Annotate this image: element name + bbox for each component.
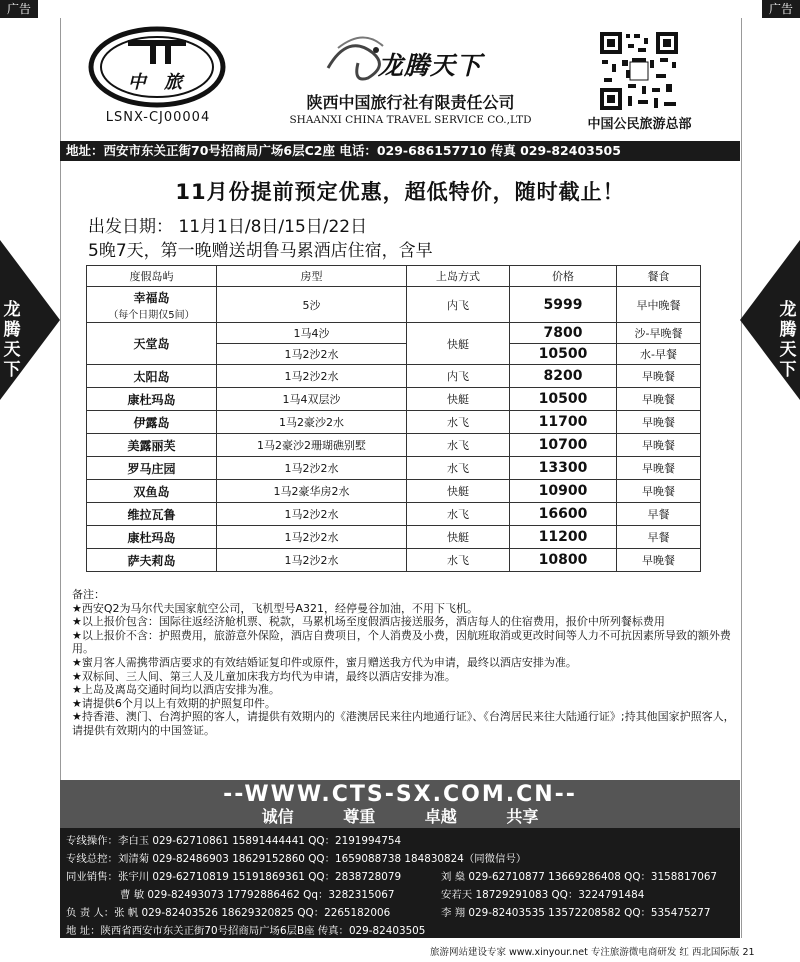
transport-cell: 内飞	[407, 365, 510, 388]
room-cell: 1马2沙2水	[217, 344, 407, 365]
island-cell: 罗马庄园	[87, 457, 217, 480]
slogan: 诚信	[261, 807, 294, 826]
note-line: ★西安Q2为马尔代夫国家航空公司，飞机型号A321，经停曼谷加油，不用下飞机。	[72, 601, 479, 615]
col-header-island: 度假岛屿	[87, 266, 217, 287]
meal-cell: 早餐	[617, 526, 701, 549]
price-cell: 16600	[510, 503, 617, 526]
note-line: ★蜜月客人需携带酒店要求的有效结婚证复印件或原件，蜜月赠送我方代为申请，最终以酒店安排为准。	[72, 655, 577, 669]
meal-cell: 早晚餐	[617, 434, 701, 457]
page-footer: 旅游网站建设专家 www.xinyour.net 专注旅游微电商研发 红 西北国际版 21	[430, 947, 755, 958]
table-row	[87, 365, 701, 388]
notes-section	[72, 588, 736, 738]
island-cell: 康杜玛岛	[87, 526, 217, 549]
note-line: ★上岛及离岛交通时间均以酒店安排为准。	[72, 683, 280, 697]
note-line: ★双标间、三人间、第三人及儿童加床我方均代为申请，最终以酒店安排为准。	[72, 669, 456, 683]
meal-cell: 早晚餐	[617, 457, 701, 480]
contact-line: 同业销售：张宇川 029-62710819 15191869361 QQ：2838728079	[66, 871, 402, 883]
contacts-panel	[60, 828, 740, 938]
table-row	[87, 457, 701, 480]
col-header-meal: 餐食	[617, 266, 701, 287]
table-row	[87, 480, 701, 503]
room-cell: 1马2沙2水	[217, 457, 407, 480]
note-line: ★以上报价不含：护照费用，旅游意外保险，酒店自费项目，个人消费及小费，因航班取消或更改时间等人力不可抗因素所导致的额外费用。	[72, 628, 731, 656]
price-cell: 13300	[510, 457, 617, 480]
table-row	[87, 411, 701, 434]
hq-label: 中国公民旅游总部	[587, 117, 692, 132]
room-cell: 1马2豪沙2水	[217, 411, 407, 434]
table-row	[87, 287, 701, 323]
meal-cell: 早晚餐	[617, 411, 701, 434]
contact-line: 地 址：陕西省西安市东关正街70号招商局广场6层B座 传真：029-82403505	[66, 925, 426, 937]
contact-line: 专线总控：刘清菊 029-82486903 18629152860 QQ：1659088738 184830824（同微信号）	[66, 853, 527, 865]
col-header-transport: 上岛方式	[407, 266, 510, 287]
island-cell: 天堂岛	[87, 323, 217, 365]
island-cell: 伊露岛	[87, 411, 217, 434]
price-cell: 10700	[510, 434, 617, 457]
slogans	[60, 808, 740, 826]
table-header-row	[87, 266, 701, 287]
meal-cell: 早晚餐	[617, 388, 701, 411]
side-text-right: 龙 腾 天 下	[779, 300, 797, 380]
transport-cell: 快艇	[407, 526, 510, 549]
transport-cell: 水飞	[407, 411, 510, 434]
meal-cell: 沙-早晚餐	[617, 323, 701, 344]
contact-line: 刘 燊 029-62710877 13669286408 QQ：3158817067	[441, 871, 718, 883]
price-table	[86, 265, 701, 572]
room-cell: 1马4双层沙	[217, 388, 407, 411]
island-cell: 康杜玛岛	[87, 388, 217, 411]
room-cell: 1马2豪沙2珊瑚礁别墅	[217, 434, 407, 457]
note-line: ★请提供6个月以上有效期的护照复印件。	[72, 696, 276, 710]
table-row	[87, 323, 701, 344]
island-cell: 太阳岛	[87, 365, 217, 388]
slogan: 共享	[506, 807, 539, 826]
island-cell: 双鱼岛	[87, 480, 217, 503]
contact-line: 专线操作：李白玉 029-62710861 15891444441 QQ：2191994754	[66, 835, 402, 847]
meal-cell: 水-早餐	[617, 344, 701, 365]
ad-tag-left: 广告	[0, 0, 38, 18]
table-row	[87, 549, 701, 572]
meal-cell: 早晚餐	[617, 549, 701, 572]
price-cell: 7800	[510, 323, 617, 344]
contact-line: 负 责 人：张 帆 029-82403526 18629320825 QQ：2265182006	[66, 907, 391, 919]
price-cell: 10900	[510, 480, 617, 503]
table-row	[87, 388, 701, 411]
transport-cell: 水飞	[407, 549, 510, 572]
address-bar: 地址：西安市东关正街70号招商局广场6层C2座 电话：029-686157710 传真 029-82403505	[60, 141, 740, 161]
company-name-en: SHAANXI CHINA TRAVEL SERVICE CO.,LTD	[289, 114, 532, 126]
room-cell: 1马2沙2水	[217, 526, 407, 549]
slogan: 尊重	[343, 807, 376, 826]
meal-cell: 早餐	[617, 503, 701, 526]
room-cell: 1马4沙	[217, 323, 407, 344]
qr-code	[598, 30, 680, 112]
license-number: LSNX-CJ00004	[105, 110, 211, 125]
price-cell: 5999	[510, 287, 617, 323]
note-line: ★持香港、澳门、台湾护照的客人，请提供有效期内的《港澳居民来往内地通行证》、《台湾居民来往大陆通行证》;持其他国家护照客人，请提供有效期内的中国签证。	[72, 710, 735, 737]
transport-cell: 快艇	[407, 480, 510, 503]
table-row	[87, 526, 701, 549]
room-cell: 1马2沙2水	[217, 503, 407, 526]
table-row	[87, 434, 701, 457]
slogan: 卓越	[424, 807, 457, 826]
island-cell: 美露丽芙	[87, 434, 217, 457]
price-cell: 11700	[510, 411, 617, 434]
meal-cell: 早晚餐	[617, 480, 701, 503]
transport-cell: 水飞	[407, 434, 510, 457]
departure-dates: 出发日期： 11月1日/8日/15日/22日	[88, 217, 368, 237]
transport-cell: 内飞	[407, 287, 510, 323]
company-name-cn: 陕西中国旅行社有限责任公司	[306, 93, 515, 112]
room-cell: 1马2沙2水	[217, 365, 407, 388]
island-cell: 幸福岛 （每个日期仅5间）	[87, 287, 217, 323]
price-cell: 10500	[510, 388, 617, 411]
website-url: --WWW.CTS-SX.COM.CN--	[223, 782, 577, 807]
transport-cell: 快艇	[407, 323, 510, 365]
island-cell: 维拉瓦鲁	[87, 503, 217, 526]
col-header-price: 价格	[510, 266, 617, 287]
contact-line: 安若天 18729291083 QQ：3224791484	[441, 889, 645, 901]
notes-heading: 备注：	[72, 588, 105, 601]
contact-line: 曹 敏 029-82493073 17792886462 Qq：3282315067	[120, 889, 395, 901]
transport-cell: 水飞	[407, 503, 510, 526]
price-cell: 10500	[510, 344, 617, 365]
price-cell: 8200	[510, 365, 617, 388]
contact-line: 李 翔 029-82403535 13572208582 QQ：535475277	[441, 907, 711, 919]
transport-cell: 水飞	[407, 457, 510, 480]
side-text-left: 龙 腾 天 下	[3, 300, 21, 380]
brand-text: 龙腾天下	[378, 51, 483, 80]
cts-logo	[88, 26, 226, 108]
meal-cell: 早晚餐	[617, 365, 701, 388]
ad-tag-right: 广告	[762, 0, 800, 18]
price-cell: 10800	[510, 549, 617, 572]
table-row	[87, 503, 701, 526]
website-band	[60, 780, 740, 828]
room-cell: 5沙	[217, 287, 407, 323]
col-header-room: 房型	[217, 266, 407, 287]
meal-cell: 早中晚餐	[617, 287, 701, 323]
note-line: ★以上报价包含：国际往返经济舱机票、税款，马累机场至度假酒店接送服务，酒店每人的住宿费用，报价中所列餐标费用	[72, 615, 665, 629]
logo-text: 中 旅	[127, 72, 189, 93]
room-cell: 1马2豪华房2水	[217, 480, 407, 503]
transport-cell: 快艇	[407, 388, 510, 411]
price-cell: 11200	[510, 526, 617, 549]
room-cell: 1马2沙2水	[217, 549, 407, 572]
headline: 11月份提前预定优惠，超低特价，随时截止！	[175, 180, 625, 204]
package-info: 5晚7天，第一晚赠送胡鲁马累酒店住宿，含早	[88, 241, 433, 261]
island-cell: 萨夫莉岛	[87, 549, 217, 572]
